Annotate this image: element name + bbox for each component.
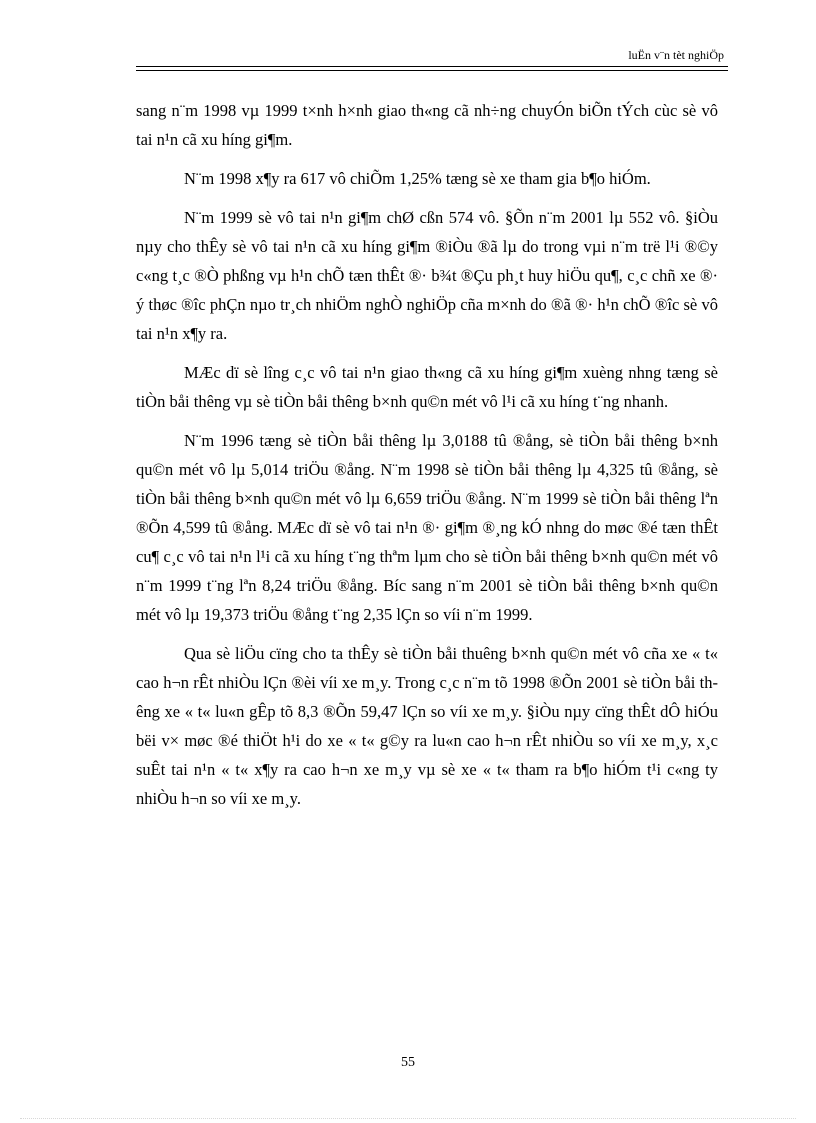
- paragraph-1: sang n¨m 1998 vµ 1999 t×nh h×nh giao th«ng cã nh÷ng chuyÓn biÕn tÝch cùc sè vô tai n¹n cã xu híng gi¶m.: [136, 101, 718, 149]
- paragraph-6: Qua sè liÖu cïng cho ta thÊy sè tiÒn båi thuêng b×nh qu©n mét vô cña xe « t« cao h¬n rÊt nhiÒu lÇn ®èi víi xe m¸y. Trong c¸c n¨m tõ 1998 ®Õn 2001 sè tiÒn båi thêng xe « t« lu«n gÊp tõ 8,3 ®Õn 59,47 lÇn so víi xe m¸y. §iÒu nµy cïng thÊt dÔ hiÓu bëi v× møc ®é thiÖt h¹i do xe « t« g©y ra lu«n cao h¬n rÊt nhiÒu so víi xe m¸y, x¸c suÊt tai n¹n « t« x¶y ra cao h¬n xe m¸y vµ sè xe « t« tham ra b¶o hiÓm t¹i c«ng ty nhiÒu h¬n so víi xe m¸y.: [136, 644, 718, 808]
- paragraph-5: N¨m 1996 tæng sè tiÒn båi thêng lµ 3,0188 tû ®ång, sè tiÒn båi thêng b×nh qu©n mét vô lµ 5,014 triÖu ®ång. N¨m 1998 sè tiÒn båi thêng lµ 4,325 tû ®ång, sè tiÒn båi thêng b×nh qu©n mét vô lµ 6,659 triÖu ®ång. N¨m 1999 sè tiÒn båi thêng lªn ®Õn 4,599 tû ®ång. MÆc dï sè vô tai n¹n ®· gi¶m ®¸ng kÓ nhng do møc ®é tæn thÊt cu¶ c¸c vô tai n¹n l¹i cã xu híng t¨ng thªm lµm cho sè tiÒn båi thêng b×nh qu©n mét vô n¨m 1999 t¨ng lªn 8,24 triÖu ®ång. Bíc sang n¨m 2001 sè tiÒn båi thêng b×nh qu©n mét vô lµ 19,373 triÖu ®ång t¨ng 2,35 lÇn so víi n¨m 1999.: [136, 431, 718, 624]
- header-rule-top: [136, 66, 728, 67]
- paragraph-3: N¨m 1999 sè vô tai n¹n gi¶m chØ cßn 574 vô. §Õn n¨m 2001 lµ 552 vô. §iÒu nµy cho thÊy sè vô tai n¹n cã xu híng gi¶m ®iÒu ®ã lµ do trong vµi n¨m trë l¹i ®©y c«ng t¸c ®Ò phßng vµ h¹n chÕ tæn thÊt ®· b¾t ®Çu ph¸t huy hiÖu qu¶, c¸c chñ xe ®· ý thøc ®îc phÇn nµo tr¸ch nhiÖm nghÒ nghiÖp cña m×nh do ®ã ®· h¹n chÕ ®îc sè vô tai n¹n x¶y ra.: [136, 208, 718, 343]
- body-text: [136, 96, 718, 823]
- paragraph-4: MÆc dï sè lîng c¸c vô tai n¹n giao th«ng cã xu híng gi¶m xuèng nhng tæng sè tiÒn båi thêng vµ sè tiÒn båi thêng b×nh qu©n mét vô l¹i cã xu híng t¨ng nhanh.: [136, 363, 718, 411]
- page-number: 55: [401, 1055, 415, 1070]
- page-bottom-border: [20, 1118, 796, 1119]
- running-header: luËn v¨n tèt nghiÖp: [628, 48, 724, 62]
- paragraph-2: N¨m 1998 x¶y ra 617 vô chiÕm 1,25% tæng sè xe tham gia b¶o hiÓm.: [184, 169, 651, 188]
- header-rule-bottom: [136, 70, 728, 71]
